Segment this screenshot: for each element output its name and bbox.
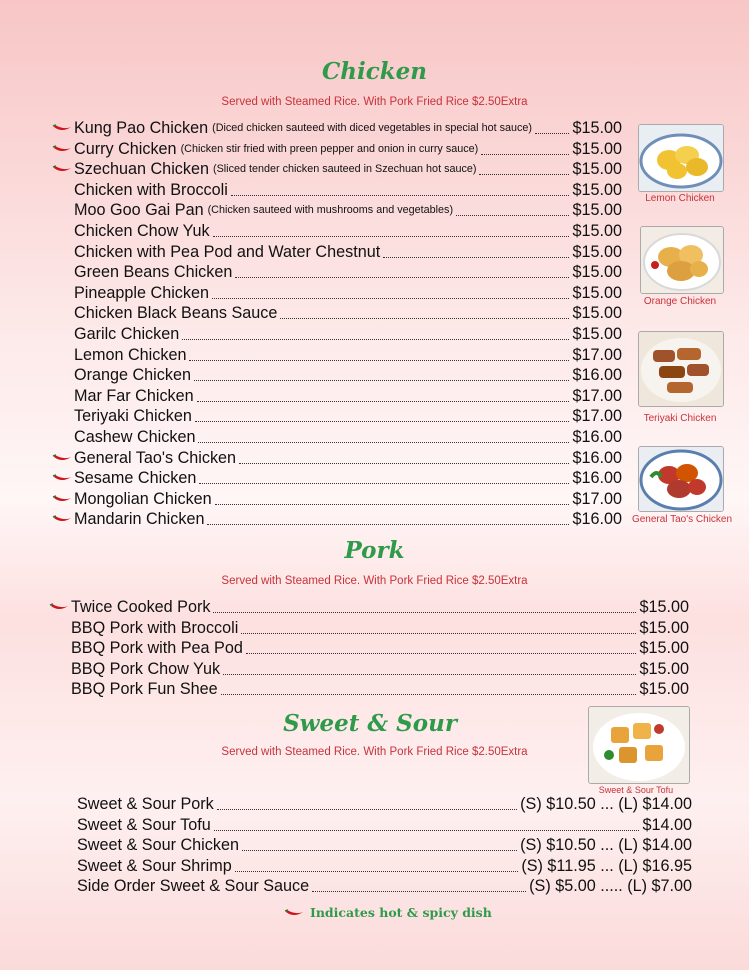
menu-item-name: Teriyaki Chicken — [74, 407, 192, 426]
menu-item — [77, 856, 692, 876]
dot-leader — [195, 420, 570, 422]
menu-item-name: Side Order Sweet & Sour Sauce — [77, 877, 310, 896]
menu-item-name: Green Beans Chicken — [74, 263, 233, 282]
sweet-sour-tofu-photo — [588, 706, 690, 784]
menu-item — [74, 324, 622, 344]
lemon-chicken-caption: Lemon Chicken — [645, 193, 715, 204]
menu-item-price: $15.00 — [572, 180, 622, 199]
menu-item — [71, 597, 689, 617]
dot-leader — [217, 808, 517, 810]
menu-item-price: (S) $11.95 ... (L) $16.95 — [521, 856, 692, 875]
menu-item-name: Orange Chicken — [74, 366, 191, 385]
menu-item-price: $15.00 — [639, 659, 689, 678]
menu-item-price: $16.00 — [572, 448, 622, 467]
orange-chicken-photo — [640, 226, 724, 294]
menu-item — [74, 489, 622, 509]
menu-item — [77, 876, 692, 896]
sweet-sour-tofu-caption: Sweet & Sour Tofu — [598, 785, 674, 795]
teriyaki-chicken-caption: Teriyaki Chicken — [643, 413, 717, 424]
menu-item — [74, 283, 622, 303]
menu-item-name: Chicken with Broccoli — [74, 180, 228, 199]
menu-item-price: $15.00 — [572, 119, 622, 137]
menu-item-price: $15.00 — [572, 283, 622, 302]
menu-item — [74, 118, 622, 138]
menu-item-price: $17.00 — [572, 345, 622, 364]
menu-item-price: $16.00 — [572, 469, 622, 488]
sweet-sour-subtitle: Served with Steamed Rice. With Pork Fried Rice $2.50Extra — [221, 746, 528, 758]
menu-item — [74, 303, 622, 323]
menu-item-description: (Chicken stir fried with preen pepper and onion in curry sauce) — [180, 142, 479, 155]
menu-item — [71, 659, 689, 679]
spicy-pepper-icon — [52, 124, 72, 133]
dot-leader — [235, 276, 569, 278]
dot-leader — [221, 693, 637, 695]
menu-item-name: Garilc Chicken — [74, 325, 180, 343]
menu-item-name: Sweet & Sour Tofu — [77, 815, 211, 834]
dot-leader — [383, 256, 569, 258]
menu-item-price: $17.00 — [572, 407, 622, 426]
menu-item — [71, 618, 689, 638]
menu-item-name: Chicken with Pea Pod and Water Chestnut — [74, 242, 381, 261]
menu-item-name: Chicken Chow Yuk — [74, 222, 210, 240]
dot-leader — [198, 441, 569, 443]
dot-leader — [207, 523, 569, 525]
menu-item-name: BBQ Pork with Broccoli — [71, 618, 239, 637]
orange-chicken-caption: Orange Chicken — [643, 296, 717, 307]
menu-item-price: $15.00 — [639, 618, 689, 637]
menu-item — [74, 139, 622, 159]
menu-item-name: Pineapple Chicken — [74, 283, 209, 302]
menu-item — [77, 815, 692, 835]
menu-item — [74, 242, 622, 262]
menu-item-price: (S) $5.00 ..... (L) $7.00 — [529, 877, 692, 896]
menu-item-name: Sweet & Sour Pork — [77, 795, 214, 813]
dot-leader — [535, 132, 570, 134]
teriyaki-chicken-photo — [638, 331, 724, 407]
legend-pepper-icon — [284, 909, 304, 918]
spicy-pepper-icon — [49, 603, 69, 612]
menu-item-price: $15.00 — [572, 304, 622, 323]
menu-item — [74, 509, 622, 529]
menu-item-price: $17.00 — [572, 386, 622, 405]
menu-item-price: $15.00 — [572, 201, 622, 220]
menu-item-description: (Diced chicken sauteed with diced vegetables in special hot sauce) — [212, 122, 532, 134]
dot-leader — [199, 482, 569, 484]
menu-item-price: $16.00 — [572, 510, 622, 529]
menu-item-price: (S) $10.50 ... (L) $14.00 — [520, 836, 692, 855]
menu-item-name: Szechuan Chicken — [74, 160, 209, 179]
menu-item-name: Curry Chicken — [74, 139, 177, 158]
spicy-pepper-icon — [52, 515, 72, 524]
menu-item-name: Twice Cooked Pork — [71, 598, 211, 616]
menu-item — [74, 386, 622, 406]
spicy-pepper-icon — [52, 165, 72, 174]
menu-item — [74, 221, 622, 241]
menu-item — [71, 638, 689, 658]
menu-item-name: Cashew Chicken — [74, 428, 196, 446]
spicy-legend: Indicates hot & spicy dish — [310, 905, 492, 920]
dot-leader — [212, 297, 569, 299]
chicken-section-title: Chicken — [321, 58, 428, 85]
dot-leader — [239, 462, 569, 464]
spicy-pepper-icon — [52, 495, 72, 504]
dot-leader — [481, 153, 569, 155]
menu-item-name: Mar Far Chicken — [74, 386, 194, 405]
dot-leader — [280, 317, 569, 319]
spicy-pepper-icon — [52, 145, 72, 154]
menu-item — [74, 180, 622, 200]
menu-item — [71, 679, 689, 699]
menu-item — [74, 200, 622, 220]
menu-item-name: BBQ Pork Fun Shee — [71, 680, 218, 699]
pork-section-title: Pork — [344, 537, 405, 564]
lemon-chicken-photo — [638, 124, 724, 192]
menu-item-price: $14.00 — [642, 815, 692, 834]
sweet-sour-section-title: Sweet & Sour — [283, 710, 457, 737]
dot-leader — [213, 611, 636, 613]
menu-item-name: Mandarin Chicken — [74, 510, 205, 529]
menu-item-description: (Sliced tender chicken sauteed in Szechuan hot sauce) — [212, 163, 477, 176]
chicken-subtitle: Served with Steamed Rice. With Pork Fried Rice $2.50Extra — [221, 96, 528, 108]
dot-leader — [223, 673, 636, 675]
dot-leader — [213, 235, 570, 237]
menu-item-price: $15.00 — [639, 598, 689, 616]
spicy-pepper-icon — [52, 454, 72, 463]
dot-leader — [246, 652, 637, 654]
dot-leader — [182, 338, 569, 340]
menu-item-description: (Chicken sauteed with mushrooms and vegetables) — [207, 204, 454, 217]
menu-item-name: Sweet & Sour Shrimp — [77, 856, 232, 875]
spicy-pepper-icon — [52, 474, 72, 483]
dot-leader — [189, 359, 569, 361]
menu-item-price: $15.00 — [572, 263, 622, 282]
dot-leader — [242, 849, 517, 851]
menu-item-name: Kung Pao Chicken — [74, 119, 209, 137]
menu-item — [74, 406, 622, 426]
dot-leader — [194, 379, 570, 381]
menu-item — [74, 468, 622, 488]
menu-item-price: $16.00 — [572, 428, 622, 446]
menu-item-name: Chicken Black Beans Sauce — [74, 304, 278, 323]
menu-item-name: BBQ Pork Chow Yuk — [71, 659, 221, 678]
menu-item-price: $17.00 — [572, 489, 622, 508]
menu-item — [77, 835, 692, 855]
menu-item-price: $16.00 — [572, 366, 622, 385]
menu-item-price: $15.00 — [572, 160, 622, 179]
dot-leader — [197, 400, 570, 402]
menu-item-name: Lemon Chicken — [74, 345, 187, 364]
dot-leader — [241, 632, 636, 634]
general-taos-chicken-caption: General Tao's Chicken — [631, 514, 733, 525]
dot-leader — [312, 890, 526, 892]
menu-item — [74, 345, 622, 365]
menu-item-name: Sweet & Sour Chicken — [77, 836, 239, 855]
menu-item-price: $15.00 — [572, 222, 622, 240]
menu-item — [74, 159, 622, 179]
dot-leader — [214, 829, 640, 831]
dot-leader — [215, 503, 570, 505]
menu-item-name: BBQ Pork with Pea Pod — [71, 639, 243, 658]
menu-item-price: $15.00 — [572, 325, 622, 343]
menu-item-name: General Tao's Chicken — [74, 448, 237, 467]
pork-subtitle: Served with Steamed Rice. With Pork Fried Rice $2.50Extra — [221, 575, 528, 587]
menu-item-name: Sesame Chicken — [74, 469, 197, 488]
dot-leader — [231, 194, 570, 196]
menu-item-name: Mongolian Chicken — [74, 489, 212, 508]
menu-item-price: $15.00 — [639, 639, 689, 658]
menu-item-price: $15.00 — [572, 242, 622, 261]
menu-item-price: $15.00 — [639, 680, 689, 699]
general-taos-chicken-photo — [638, 446, 724, 512]
menu-item — [74, 262, 622, 282]
menu-item — [74, 427, 622, 447]
menu-item-price: (S) $10.50 ... (L) $14.00 — [520, 795, 692, 813]
menu-item-price: $15.00 — [572, 139, 622, 158]
dot-leader — [479, 173, 569, 175]
dot-leader — [456, 214, 569, 216]
menu-item — [74, 365, 622, 385]
menu-item-name: Moo Goo Gai Pan — [74, 201, 204, 220]
menu-item — [77, 794, 692, 814]
menu-item — [74, 448, 622, 468]
dot-leader — [235, 870, 519, 872]
